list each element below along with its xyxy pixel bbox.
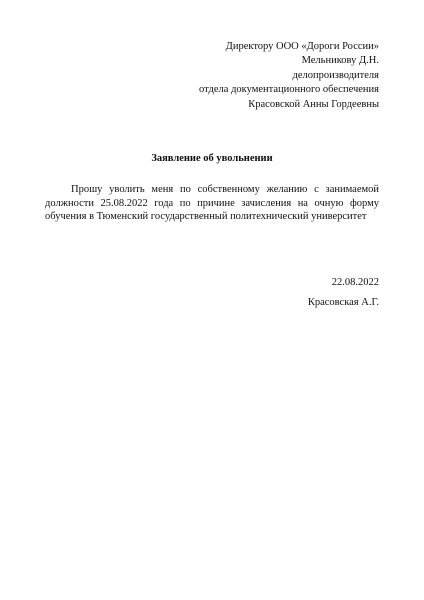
addressee-line-director: Директору ООО «Дороги России»: [225, 41, 379, 52]
document-date: 22.08.2022: [331, 277, 379, 288]
document-body: Прошу уволить меня по собственному желанию с занимаемой должности 25.08.2022 года по причине зачисления на очную форму обучения в Тюменский государственный политехнический университет: [45, 184, 379, 223]
document-signature: Красовская А.Г.: [307, 297, 379, 308]
addressee-block: [199, 40, 379, 112]
document-title: Заявление об увольнении: [151, 153, 273, 164]
addressee-line-director-name: Мельникову Д.Н.: [301, 55, 379, 67]
sender-line-name: Красовской Анны Гордеевны: [248, 98, 379, 110]
sender-line-position: делопроизводителя: [292, 69, 379, 81]
sender-line-department: отдела документационного обеспечения: [198, 84, 379, 96]
